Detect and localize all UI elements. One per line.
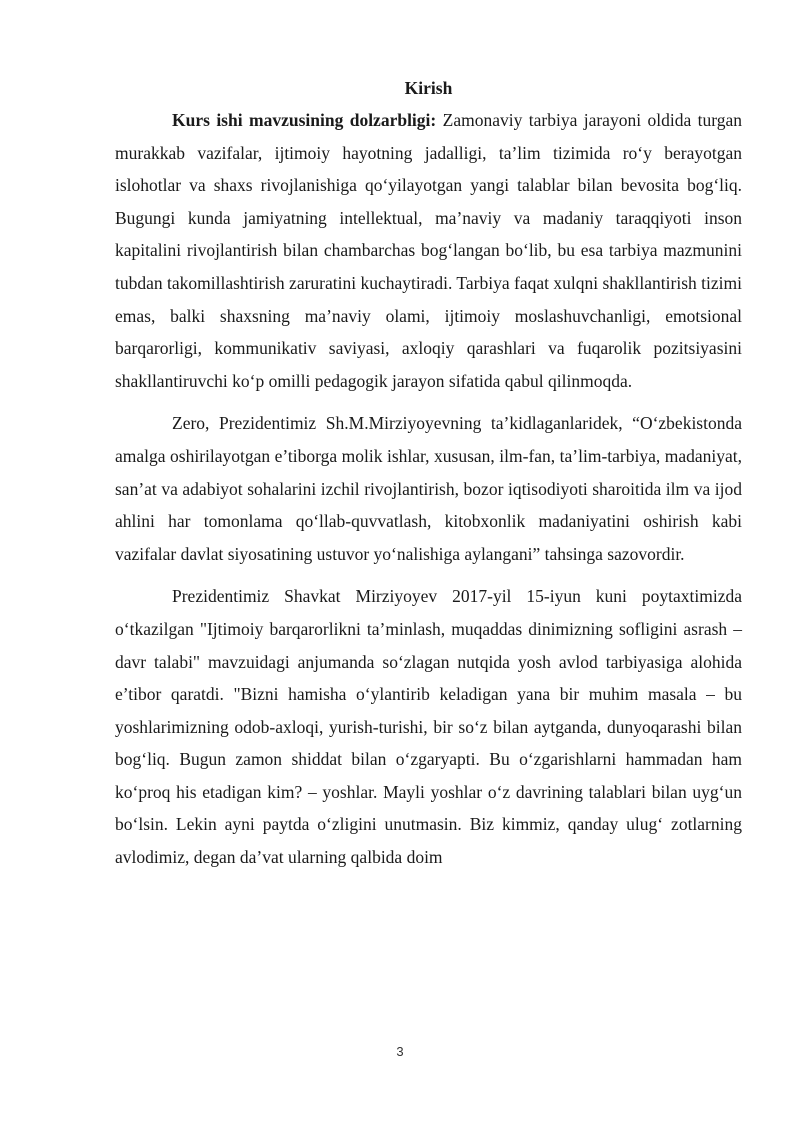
paragraph-president-quote [115, 407, 742, 570]
paragraph-lead: Kurs ishi mavzusining dolzarbligi: [172, 110, 437, 130]
paragraph-president-speech [115, 580, 742, 873]
paragraph-text: Zero, Prezidentimiz Sh.M.Mirziyoyevning ta’kidlaganlaridek, “O‘zbekistonda amalga oshirilayotgan e’tiborga molik ishlar, xususan, ilm-fan, ta’lim-tarbiya, madaniyat, san’at va adabiyot sohalarini izchil rivojlantirish, bozor iqtisodiyoti sharoitida ilm va ijod ahlini har tomonlama qo‘llab-quvvatlash, kitobxonlik madaniyatini oshirish kabi vazifalar davlat siyosatining ustuvor yo‘nalishiga aylangani” tahsinga sazovordir. [115, 413, 742, 564]
paragraph-text: Prezidentimiz Shavkat Mirziyoyev 2017-yil 15-iyun kuni poytaxtimizda o‘tkazilgan "Ijtimoiy barqarorlikni ta’minlash, muqaddas dinimizning sofligini asrash – davr talabi" mavzuidagi anjumanda so‘zlagan nutqida yosh avlod tarbiyasiga alohida e’tibor qaratdi. "Bizni hamisha o‘ylantirib keladigan yana bir muhim masala – bu yoshlarimizning odob-axloqi, yurish-turishi, bir so‘z bilan aytganda, dunyoqarashi bilan bog‘liq. Bugun zamon shiddat bilan o‘zgaryapti. Bu o‘zgarishlarni hammadan ham ko‘proq his etadigan kim? – yoshlar. Mayli yoshlar o‘z davrining talablari bilan uyg‘un bo‘lsin. Lekin ayni paytda o‘zligini unutmasin. Biz kimmiz, qanday ulug‘ zotlarning avlodimiz, degan da’vat ularning qalbida doim [115, 586, 742, 868]
page-heading: Kirish [404, 78, 453, 98]
paragraph-relevance [115, 104, 742, 397]
paragraph-text: Zamonaviy tarbiya jarayoni oldida turgan murakkab vazifalar, ijtimoiy hayotning jadalligi, ta’lim tizimida ro‘y berayotgan islohotlar va shaxs rivojlanishiga qo‘yilayotgan yangi talablar bilan bevosita bog‘liq. Bugungi kunda jamiyatning intellektual, ma’naviy va madaniy taraqqiyoti inson kapitalini rivojlantirish bilan chambarchas bog‘langan bo‘lib, bu esa tarbiya mazmunini tubdan takomillashtirish zaruratini kuchaytiradi. Tarbiya faqat xulqni shakllantirish tizimi emas, balki shaxsning ma’naviy olami, ijtimoiy moslashuvchanligi, emotsional barqarorligi, kommunikativ saviyasi, axloqiy qarashlari va fuqarolik pozitsiyasini shakllantiruvchi ko‘p omilli pedagogik jarayon sifatida qabul qilinmoqda. [115, 110, 742, 391]
page-content [115, 72, 742, 874]
page-number: 3 [396, 1044, 404, 1059]
